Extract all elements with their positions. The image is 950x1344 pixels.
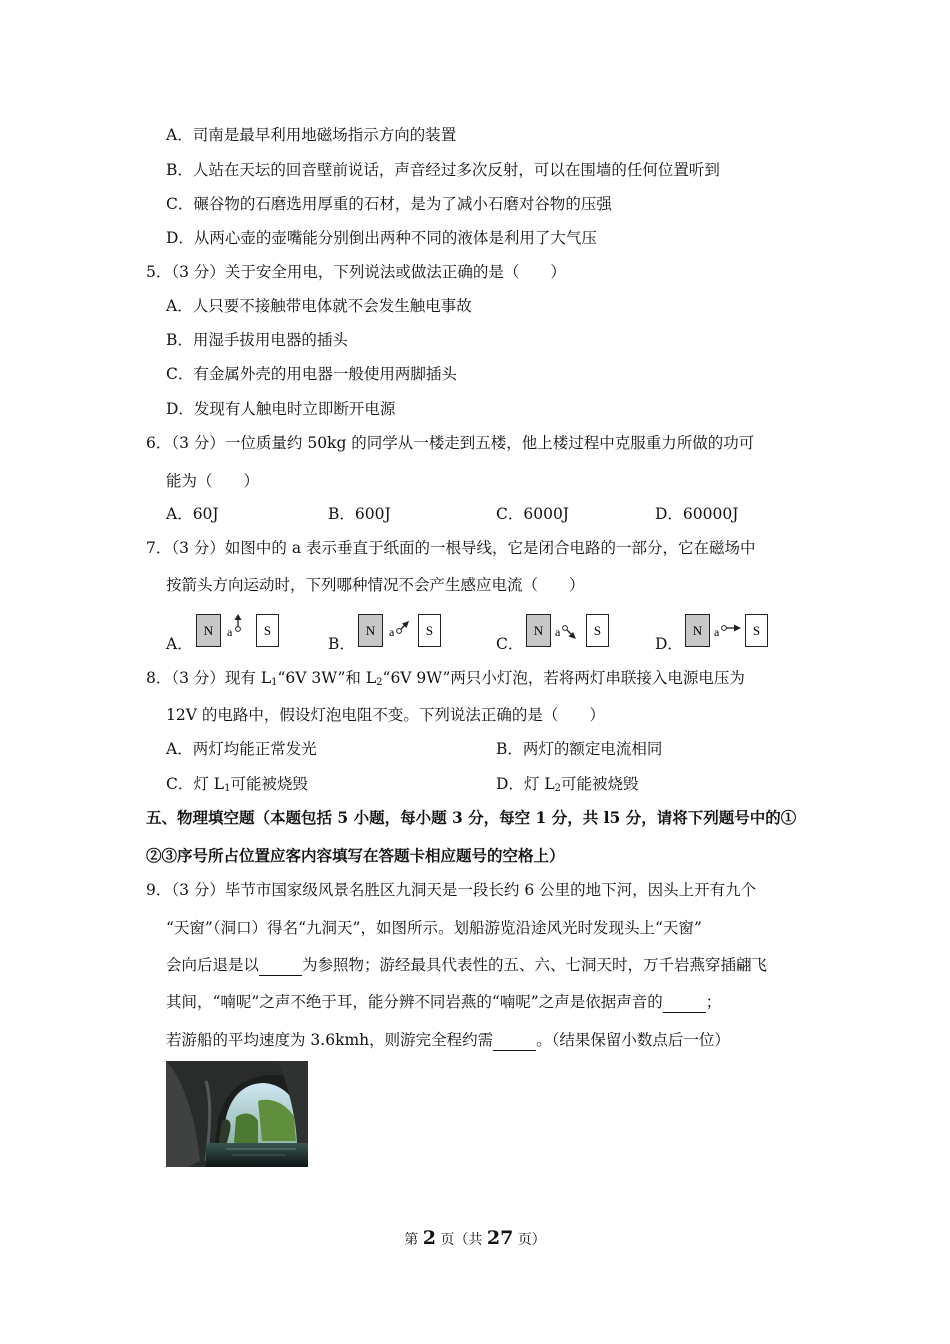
q7-option-label: C． [496,635,524,653]
q9-line-5: 若游船的平均速度为 3.6kmh，则游完全程约需 。（结果保留小数点后一位） [166,1031,730,1049]
south-label: S [593,623,602,638]
q4-option-a: A．司南是最早利用地磁场指示方向的装置 [166,126,457,144]
q4-option-c: C．碾谷物的石磨选用厚重的石材，是为了减小石磨对谷物的压强 [166,195,612,213]
magnet-diagram-b [358,614,468,648]
q6-stem-line-2: 能为（ ） [166,472,260,490]
answer-blank-2[interactable] [663,992,706,1013]
q9-line-3: 会向后退是以 为参照物；游经最具代表性的五、六、七洞天时，万千岩燕穿插翩飞 [166,956,768,974]
q5-option-a: A．人只要不接触带电体就不会发生触电事故 [166,297,472,315]
q8-stem-line-1: 8．（3 分）现有 $L_1“6V$ 3W”和 $L_2“6V$ 9W”两只小灯泡，若将两灯串联接入电源电压为 [146,669,745,688]
q9-line-1: 9．（3 分）毕节市国家级风景名胜区九洞天是一段长约 6 公里的地下河，因头上开有九个 [146,881,757,899]
q8-option-a: A．两灯均能正常发光 [166,740,317,758]
q9-line-2: “天窗”（洞口）得名“九洞天”，如图所示。划船游览沿途风光时发现头上“天窗” [166,919,702,937]
q7-option-a [166,614,316,658]
section-heading-line-1: 五、物理填空题（本题包括 5 小题，每小题 3 分，每空 1 分，共 l5 分，请将下列题号中的① [146,808,797,827]
page-number: 2 [422,1227,436,1249]
q5-option-b: B．用湿手拔用电器的插头 [166,331,348,349]
motion-arrow-up [235,614,242,620]
q8-stem-line-2: 12V 的电路中，假设灯泡电阻不变。下列说法正确的是（ ） [166,706,605,724]
magnet-diagram-d [685,614,795,648]
south-label: S [263,623,272,638]
q6-option-c: C．6000J [496,505,570,523]
q5-option-c: C．有金属外壳的用电器一般使用两脚插头 [166,365,457,383]
q7-option-c [496,614,646,658]
north-label: N [365,623,376,638]
answer-blank-3[interactable] [493,1030,536,1051]
q6-option-b: B．600J [328,505,391,523]
north-label: N [692,623,703,638]
q6-stem-line-1: 6．（3 分）一位质量约 50kg 的同学从一楼走到五楼，他上楼过程中克服重力所做的功可 [146,434,755,452]
south-label: S [752,623,761,638]
q7-option-label: B． [328,635,355,653]
magnet-diagram-c [526,614,636,648]
q7-stem-line-1: 7．（3 分）如图中的 a 表示垂直于纸面的一根导线，它是闭合电路的一部分，它在磁场中 [146,539,756,557]
wire-conductor [397,629,402,634]
q6-option-a: A．60J [166,505,219,523]
wire-conductor [563,626,568,631]
q4-option-d: D．从两心壶的壶嘴能分别倒出两种不同的液体是利用了大气压 [166,229,597,247]
south-label: S [425,623,434,638]
wire-label: a [714,625,720,639]
q9-line-4: 其间，“喃呢”之声不绝于耳，能分辨不同岩燕的“喃呢”之声是依据声音的 ； [166,993,722,1011]
motion-arrow-right [734,625,741,632]
north-label: N [203,623,214,638]
q6-option-d: D．60000J [655,505,739,523]
q7-option-label: A． [166,635,193,653]
wire-label: a [555,625,561,639]
wire-conductor [722,626,727,631]
page-footer: 第 2 页（共 27 页） [404,1227,546,1249]
q7-option-b [328,614,478,658]
q4-option-b: B．人站在天坛的回音壁前说话，声音经过多次反射，可以在围墙的任何位置听到 [166,161,720,179]
q7-stem-line-2: 按箭头方向运动时，下列哪种情况不会产生感应电流（ ） [166,576,585,594]
north-label: N [533,623,544,638]
wire-label: a [227,625,233,639]
q8-option-c: C．灯 $L_1$可能被烧毁 [166,775,308,794]
q5-option-d: D．发现有人触电时立即断开电源 [166,400,396,418]
q8-option-d: D．灯 $L_2$可能被烧毁 [496,775,639,794]
answer-blank-1[interactable] [259,955,302,976]
section-heading-line-2: ②③序号所占位置应客内容填写在答题卡相应题号的空格上） [146,846,565,865]
wire-conductor [236,627,241,632]
q8-option-b: B．两灯的额定电流相同 [496,740,663,758]
total-pages: 27 [486,1227,514,1249]
magnet-diagram-a [196,614,306,648]
q7-option-d [655,614,805,658]
wire-label: a [389,625,395,639]
q7-option-label: D． [655,635,683,653]
q5-stem: 5．（3 分）关于安全用电，下列说法或做法正确的是（ ） [146,263,566,281]
cave-photo [166,1061,308,1167]
